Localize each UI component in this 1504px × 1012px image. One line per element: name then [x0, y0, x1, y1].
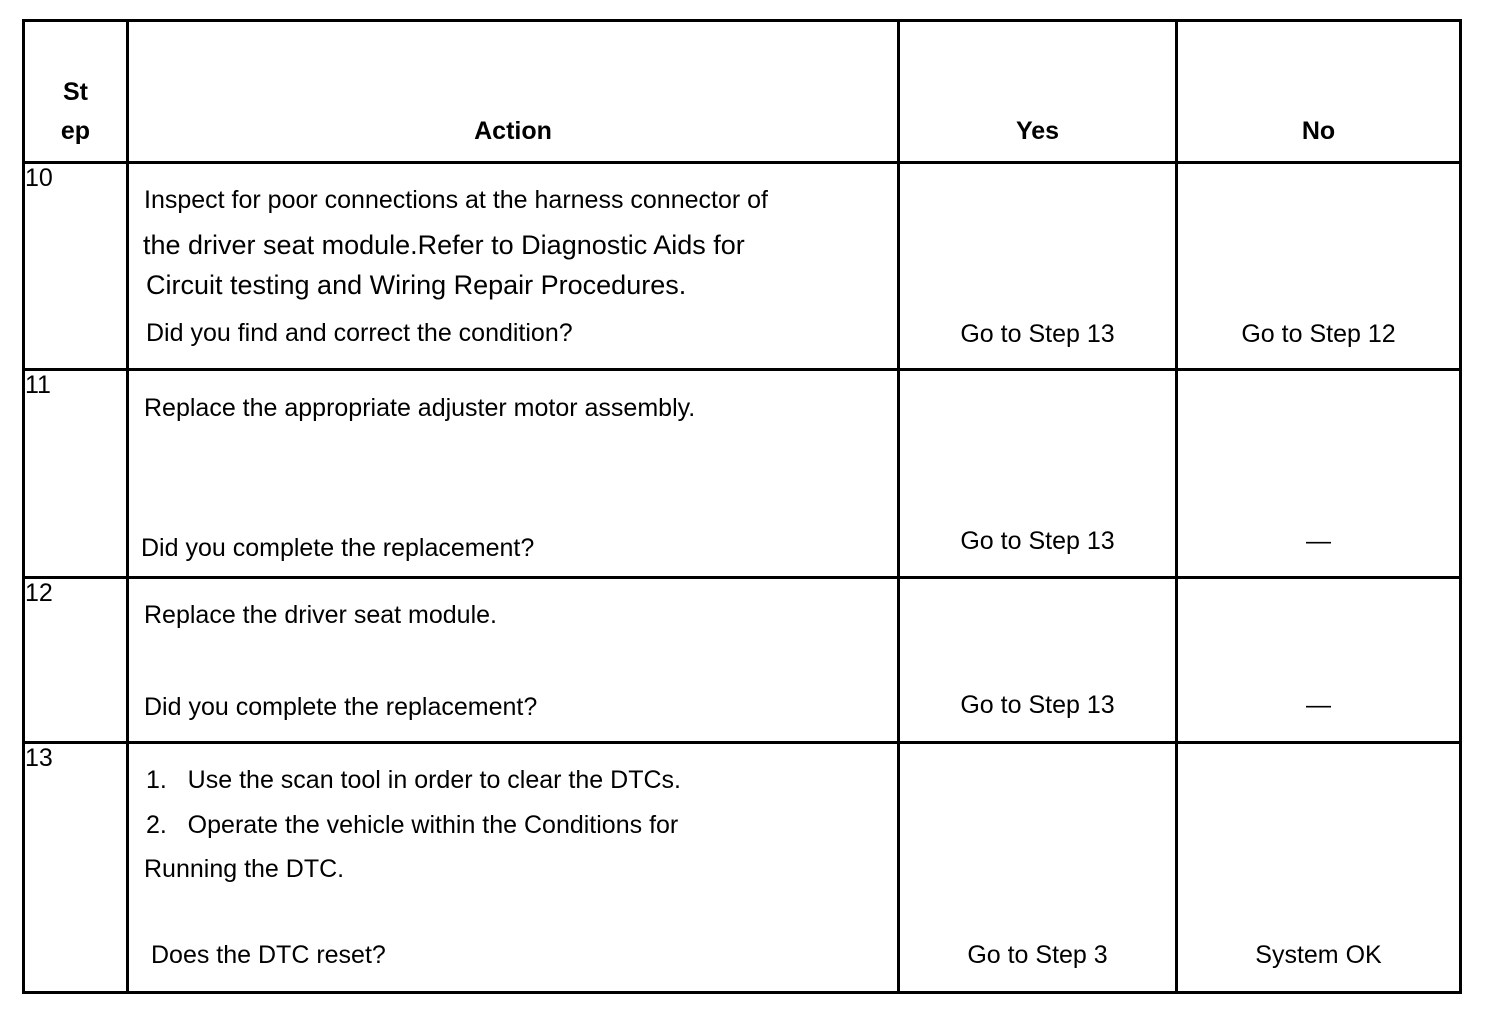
action-text-line: Running the DTC. [144, 855, 345, 883]
action-cell [128, 370, 899, 578]
no-result: — [1306, 691, 1331, 719]
yes-result: Go to Step 13 [960, 691, 1115, 719]
step-number: 12 [24, 578, 128, 743]
no-result: System OK [1255, 941, 1382, 969]
table-row [24, 578, 1461, 743]
header-row [24, 21, 1461, 163]
no-result: — [1306, 527, 1331, 555]
action-cell [128, 578, 899, 743]
diagnostic-table [22, 19, 1462, 994]
action-text-line: 1. Use the scan tool in order to clear the DTCs. [146, 766, 681, 794]
action-text-line: Inspect for poor connections at the harness connector of [144, 186, 768, 214]
action-question: Did you find and correct the condition? [146, 319, 573, 347]
table-row [24, 163, 1461, 370]
no-cell [1177, 163, 1461, 370]
action-column-header: Action [128, 21, 899, 163]
yes-column-header: Yes [899, 21, 1177, 163]
no-column-header: No [1177, 21, 1461, 163]
yes-cell [899, 370, 1177, 578]
table-row [24, 743, 1461, 993]
no-cell [1177, 743, 1461, 993]
yes-result: Go to Step 13 [960, 527, 1115, 555]
action-text-line: the driver seat module.Refer to Diagnostic Aids for [143, 230, 745, 260]
step-column-header: Step [24, 21, 128, 163]
action-cell [128, 743, 899, 993]
step-number: 11 [24, 370, 128, 578]
yes-cell [899, 163, 1177, 370]
action-cell [128, 163, 899, 370]
action-text-line: 2. Operate the vehicle within the Conditions for [146, 811, 679, 839]
yes-result: Go to Step 3 [967, 941, 1108, 969]
action-text-line: Replace the driver seat module. [144, 601, 497, 629]
action-text-line: Circuit testing and Wiring Repair Procedures. [146, 270, 687, 300]
yes-cell [899, 743, 1177, 993]
yes-result: Go to Step 13 [960, 320, 1115, 348]
no-cell [1177, 578, 1461, 743]
step-number: 10 [24, 163, 128, 370]
table-row [24, 370, 1461, 578]
no-result: Go to Step 12 [1241, 320, 1396, 348]
no-cell [1177, 370, 1461, 578]
action-question: Did you complete the replacement? [141, 534, 535, 562]
yes-cell [899, 578, 1177, 743]
action-question: Did you complete the replacement? [144, 693, 538, 721]
action-question: Does the DTC reset? [151, 941, 386, 969]
step-number: 13 [24, 743, 128, 993]
action-text-line: Replace the appropriate adjuster motor assembly. [144, 394, 696, 422]
